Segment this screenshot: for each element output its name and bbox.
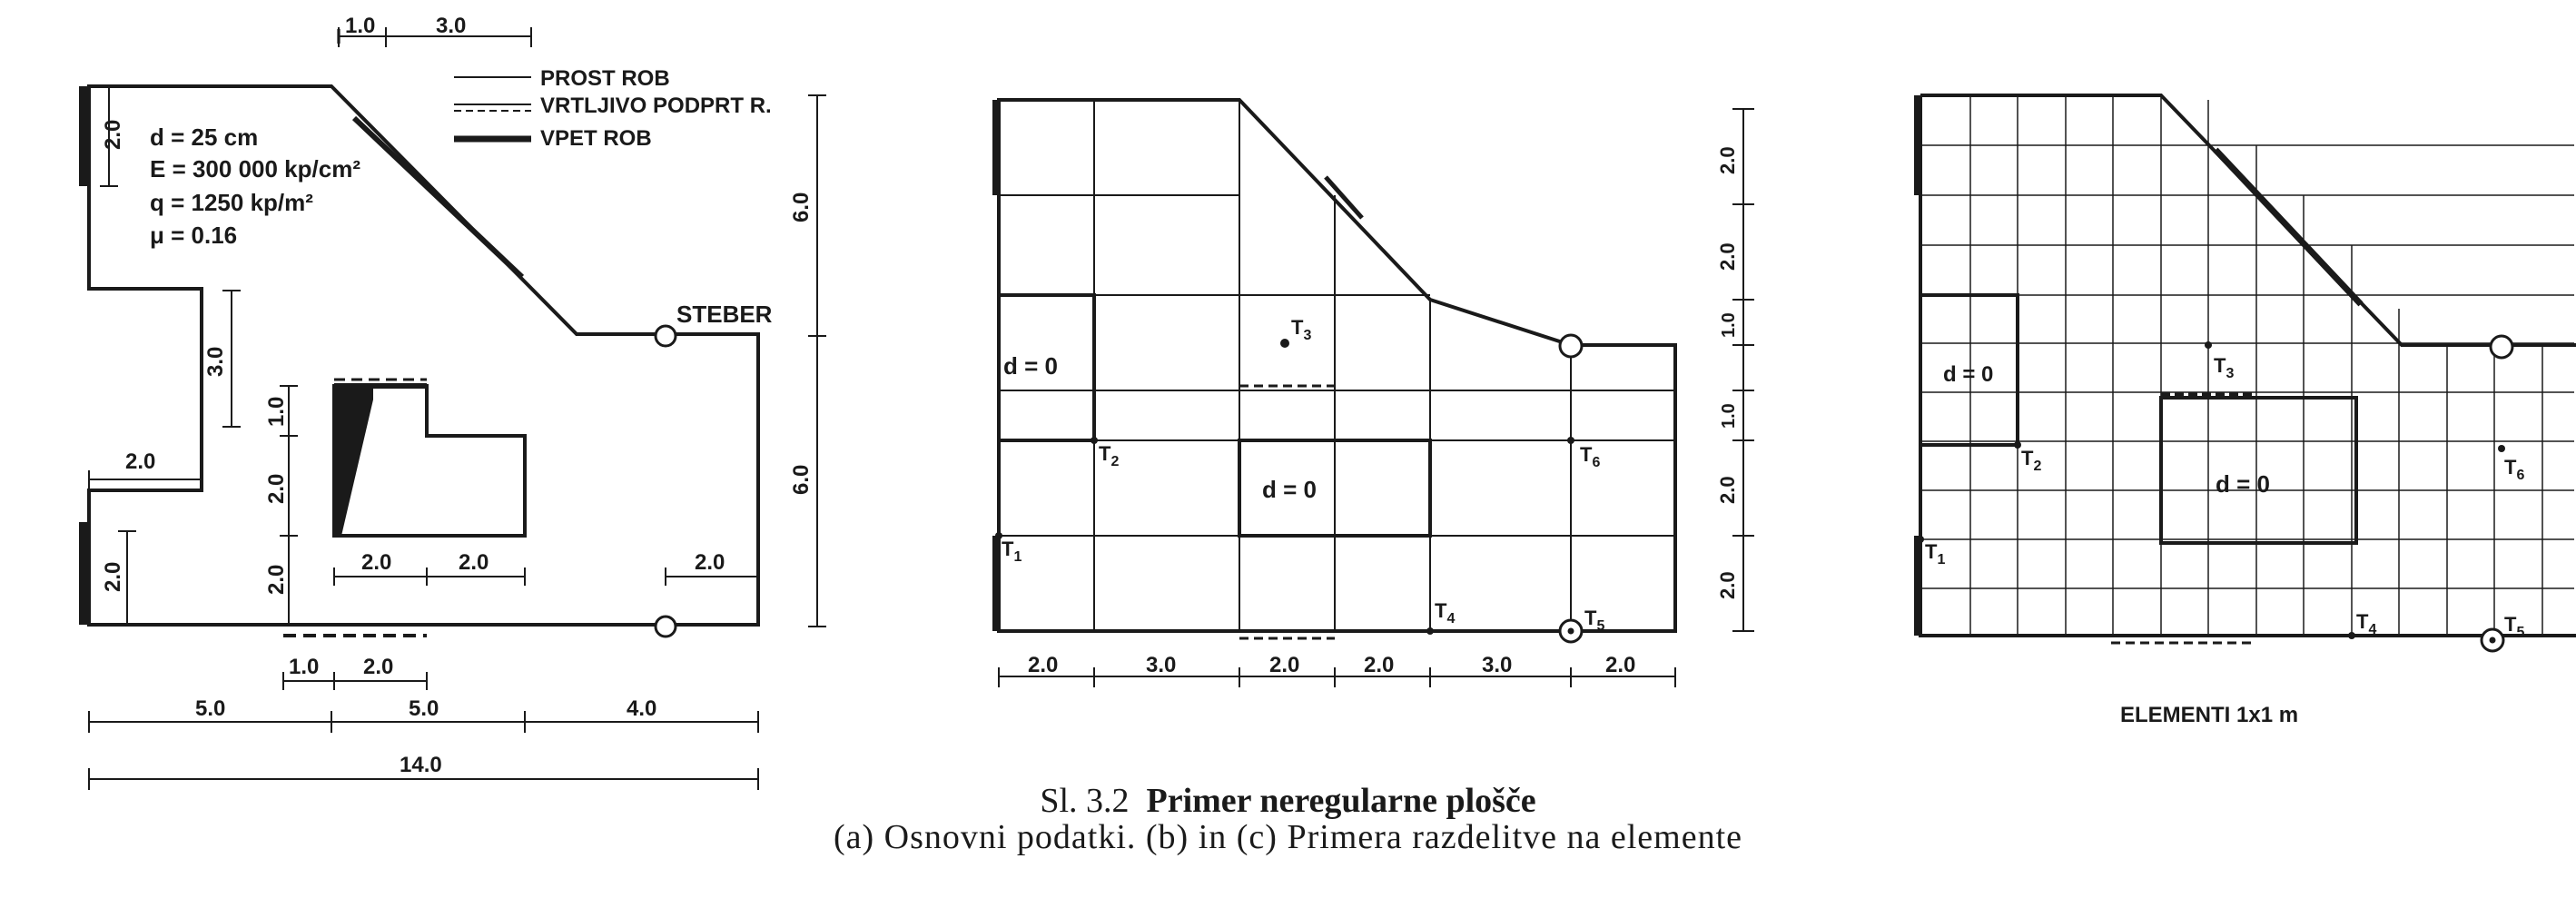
legend-ss-edge-label: VRTLJIVO PODPRT R.	[540, 94, 772, 118]
dim-b-bottom-4: 2.0	[1364, 653, 1395, 677]
elements-label: ELEMENTI 1x1 m	[2120, 703, 2299, 727]
grid-b	[999, 100, 1675, 631]
clamped-edge-c-diag	[2216, 150, 2361, 304]
legend-clamped-edge-label: VPET ROB	[540, 126, 652, 151]
dim-b-right-1: 2.0	[1716, 146, 1739, 174]
point-label-t6: $T_6$	[1580, 443, 1601, 470]
dim-b-right-2: 2.0	[1716, 242, 1739, 271]
property-thickness: d = 25 cm	[150, 123, 259, 151]
void-label-b-center: d = 0	[1262, 476, 1317, 503]
inset-wedge	[334, 386, 372, 536]
dim-bottom-2: 2.0	[363, 655, 394, 679]
column-b-top	[1560, 335, 1582, 357]
dim-inset-h2: 2.0	[459, 550, 489, 575]
dim-inset-v2: 2.0	[264, 473, 289, 504]
property-modulus: E = 300 000 kp/cm²	[150, 155, 360, 183]
dim-left-notch: 2.0	[125, 449, 156, 474]
void-label-b-left: d = 0	[1003, 352, 1058, 380]
dim-inset-v1: 1.0	[264, 396, 289, 427]
dim-top-1: 1.0	[345, 14, 376, 38]
dim-left-bottom: 2.0	[101, 561, 125, 592]
dim-right-bottom: 6.0	[789, 464, 814, 495]
point-label-t4: $T_4$	[1435, 599, 1456, 627]
caption-subtitle: (a) Osnovni podatki. (b) in (c) Primera razdelitve na elemente	[833, 818, 1743, 856]
point-label-t5: $T_5$	[1584, 607, 1605, 634]
dim-inset-v3: 2.0	[264, 564, 289, 595]
property-load: q = 1250 kp/m²	[150, 189, 313, 216]
point-label-t3: $T_3$	[1291, 316, 1312, 343]
dim-left-top: 2.0	[101, 119, 125, 150]
dim-inset-h1: 2.0	[361, 550, 392, 575]
column-b-bottom-dot	[1568, 628, 1574, 634]
column-label: STEBER	[676, 301, 773, 328]
point-label-t1: $T_1$	[1002, 538, 1022, 565]
dim-overall-2: 5.0	[409, 696, 439, 721]
dim-b-right-6: 2.0	[1716, 571, 1739, 599]
point-label-t2: $T_2$	[1099, 442, 1120, 469]
caption-title-line	[0, 781, 2576, 821]
void-label-c-center: d = 0	[2216, 470, 2270, 498]
column-c-bottom-dot	[2490, 637, 2495, 643]
dim-b-right-4: 1.0	[1719, 403, 1739, 429]
panel-a-texts	[101, 14, 814, 777]
column-c-top	[2491, 336, 2512, 358]
point-label-c-t1: $T_1$	[1925, 540, 1946, 568]
plate-outline-b	[999, 100, 1675, 631]
dim-b-bottom-2: 3.0	[1146, 653, 1177, 677]
dim-b-bottom-1: 2.0	[1028, 653, 1059, 677]
point-label-c-t4: $T_4$	[2356, 610, 2377, 637]
point-label-c-t5: $T_5$	[2504, 613, 2525, 640]
dim-top-2: 3.0	[436, 14, 467, 38]
dim-overall-3: 4.0	[627, 696, 657, 721]
caption-title: Primer neregularne plošče	[1146, 782, 1536, 820]
point-label-c-t3: $T_3$	[2214, 354, 2235, 381]
dim-b-right-5: 2.0	[1716, 476, 1739, 504]
legend-free-edge-label: PROST ROB	[540, 66, 670, 91]
dim-b-bottom-6: 2.0	[1605, 653, 1636, 677]
panel-b-texts	[1002, 146, 1739, 677]
panel-b	[995, 100, 1754, 687]
dim-right-top: 6.0	[789, 192, 814, 222]
column-a-top	[656, 326, 676, 346]
dim-b-bottom-3: 2.0	[1269, 653, 1300, 677]
dim-left-mid: 3.0	[203, 346, 228, 377]
dim-b-right-3: 1.0	[1719, 312, 1739, 338]
dim-bottom-1: 1.0	[289, 655, 320, 679]
caption-label: Sl. 3.2	[1040, 782, 1130, 820]
panel-c-texts	[1925, 354, 2524, 727]
dim-overall-1: 5.0	[195, 696, 226, 721]
point-label-c-t6: $T_6$	[2504, 456, 2525, 483]
column-a-bottom	[656, 617, 676, 637]
panel-c	[1917, 95, 2576, 651]
dim-overall-total: 14.0	[400, 753, 442, 777]
dim-b-bottom-5: 3.0	[1482, 653, 1513, 677]
void-label-c-left: d = 0	[1943, 362, 1994, 387]
property-poisson: μ = 0.16	[150, 222, 238, 249]
point-label-c-t2: $T_2$	[2021, 447, 2042, 474]
dim-right-col: 2.0	[695, 550, 725, 575]
